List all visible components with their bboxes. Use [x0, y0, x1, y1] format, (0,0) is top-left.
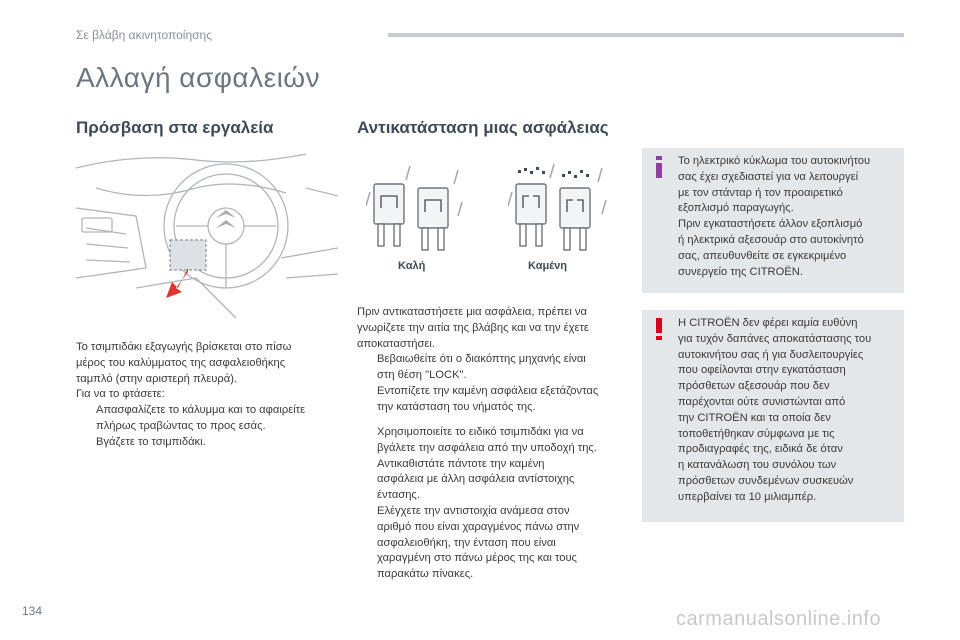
- text-line: αυτοκινήτου σας ή για δυσλειτουργίες: [678, 348, 864, 361]
- text-line: η κατανάλωση του συνόλου των: [678, 459, 837, 472]
- text-line: Πριν αντικαταστήσετε μια ασφάλεια, πρέπει να: [357, 306, 587, 318]
- text-line: αποκαταστήσει.: [357, 337, 435, 350]
- section-title-tools-access: Πρόσβαση στα εργαλεία: [76, 118, 274, 137]
- watermark: carmanualsonline.info: [676, 608, 882, 630]
- text-line: σας έχει σχεδιαστεί για να λειτουργεί: [678, 170, 859, 183]
- list-item: [76, 435, 344, 451]
- warning-icon: [653, 318, 665, 340]
- text-line: πλήρως τραβώντας το προς εσάς.: [96, 419, 266, 432]
- bullet-marker: [357, 504, 377, 583]
- bullet-marker: [357, 457, 377, 504]
- text-line: Χρησιμοποιείτε το ειδικό τσιμπιδάκι για να: [377, 426, 584, 438]
- list-item: [76, 403, 344, 435]
- good-fuse-illustration: [366, 162, 466, 254]
- text-line: Βγάζετε το τσιμπιδάκι.: [96, 435, 206, 448]
- text-line: εξοπλισμό παραγωγής.: [678, 202, 794, 215]
- text-line: χαραγμένη στο πάνω μέρος της και τους: [377, 552, 577, 565]
- good-fuse-label: Καλή: [398, 260, 426, 272]
- text-line: σας, απευθυνθείτε σε εγκεκριμένο: [678, 249, 847, 262]
- text-line: Αντικαθιστάτε πάντοτε την καμένη: [377, 457, 545, 470]
- bullet-marker: [357, 425, 377, 457]
- text-line: Απασφαλίζετε το κάλυμμα και το αφαιρείτε: [96, 404, 306, 417]
- text-line: συνεργείο της CITROËN.: [678, 265, 803, 278]
- text-line: βγάλετε την ασφάλεια από την υποδοχή της.: [377, 441, 597, 454]
- chapter-divider: [388, 33, 904, 37]
- text-line: παρέχονται ούτε συνιστώνται από: [678, 395, 846, 408]
- list-item: [357, 457, 627, 504]
- bullet-marker: [76, 435, 96, 451]
- text-line: Ελέγχετε την αντιστοιχία ανάμεσα στον: [377, 504, 570, 517]
- text-line: προδιαγραφές της, ειδικά δε όταν: [678, 443, 843, 456]
- text-line: Βεβαιωθείτε ότι ο διακόπτης μηχανής είναι: [377, 353, 586, 366]
- text-line: στη θέση "LOCK".: [377, 369, 467, 382]
- list-item: [357, 425, 627, 457]
- list-item: [357, 384, 627, 416]
- fuse-replacement-text-1: [357, 305, 627, 416]
- text-line: υπερβαίνει τα 10 μιλιαμπέρ.: [678, 490, 817, 503]
- text-line: την CITROËN και τα οποία δεν: [678, 411, 831, 424]
- blown-fuse-illustration: [508, 162, 608, 254]
- text-line: Η CITROËN δεν φέρει καμία ευθύνη: [678, 317, 858, 329]
- text-line: αριθμό που είναι χαραγμένος πάνω στην: [377, 520, 580, 533]
- info-icon: [653, 156, 665, 178]
- text-line: ασφαλειοθήκη, την ένταση που είναι: [377, 536, 556, 549]
- text-line: Το τσιμπιδάκι εξαγωγής βρίσκεται στο πίσω: [76, 341, 292, 353]
- text-line: τοποθετήθηκαν σύμφωνα με τις: [678, 427, 835, 440]
- text-line: που οφείλονται στην εγκατάσταση: [678, 364, 846, 377]
- text-line: ή ηλεκτρικά αξεσουάρ στο αυτοκίνητό: [678, 233, 864, 246]
- bullet-marker: [357, 384, 377, 416]
- text-line: Για να το φτάσετε:: [76, 388, 165, 401]
- fuse-replacement-text-2: [357, 425, 627, 583]
- text-line: γνωρίζετε την αιτία της βλάβης και να την έχετε: [357, 321, 589, 334]
- text-line: πρόσθετων συνδεμένων συσκευών: [678, 474, 854, 487]
- blown-fuse-label: Καμένη: [528, 260, 567, 272]
- text-line: μέρος του καλύμματος της ασφαλειοθήκης: [76, 356, 286, 369]
- list-item: [357, 504, 627, 583]
- tools-access-text: [76, 340, 344, 451]
- section-title-fuse-replacement: Αντικατάσταση μιας ασφάλειας: [357, 118, 609, 137]
- list-item: [357, 352, 627, 384]
- info-box: [642, 148, 904, 293]
- bullet-marker: [357, 352, 377, 384]
- text-line: ταμπλό (στην αριστερή πλευρά).: [76, 372, 238, 385]
- page-number: 134: [22, 604, 43, 618]
- text-line: Το ηλεκτρικό κύκλωμα του αυτοκινήτου: [678, 155, 871, 167]
- text-line: την κατάσταση του νήματός της.: [377, 400, 536, 413]
- warning-box: [642, 310, 904, 522]
- dashboard-illustration: [76, 148, 338, 322]
- text-line: έντασης.: [377, 489, 420, 502]
- chapter-heading: Σε βλάβη ακινητοποίησης: [76, 28, 213, 42]
- text-line: Εντοπίζετε την καμένη ασφάλεια εξετάζοντας: [377, 384, 599, 397]
- text-line: παρακάτω πίνακες.: [377, 568, 474, 581]
- bullet-marker: [76, 403, 96, 435]
- text-line: για τυχόν δαπάνες αποκατάστασης του: [678, 332, 872, 345]
- text-line: με τον στάνταρ ή τον προαιρετικό: [678, 186, 843, 199]
- text-line: πρόσθετων αξεσουάρ που δεν: [678, 380, 830, 393]
- text-line: ασφάλεια με άλλη ασφάλεια αντίστοιχης: [377, 473, 575, 486]
- page-title: Αλλαγή ασφαλειών: [76, 62, 321, 93]
- text-line: Πριν εγκαταστήσετε άλλον εξοπλισμό: [678, 218, 863, 231]
